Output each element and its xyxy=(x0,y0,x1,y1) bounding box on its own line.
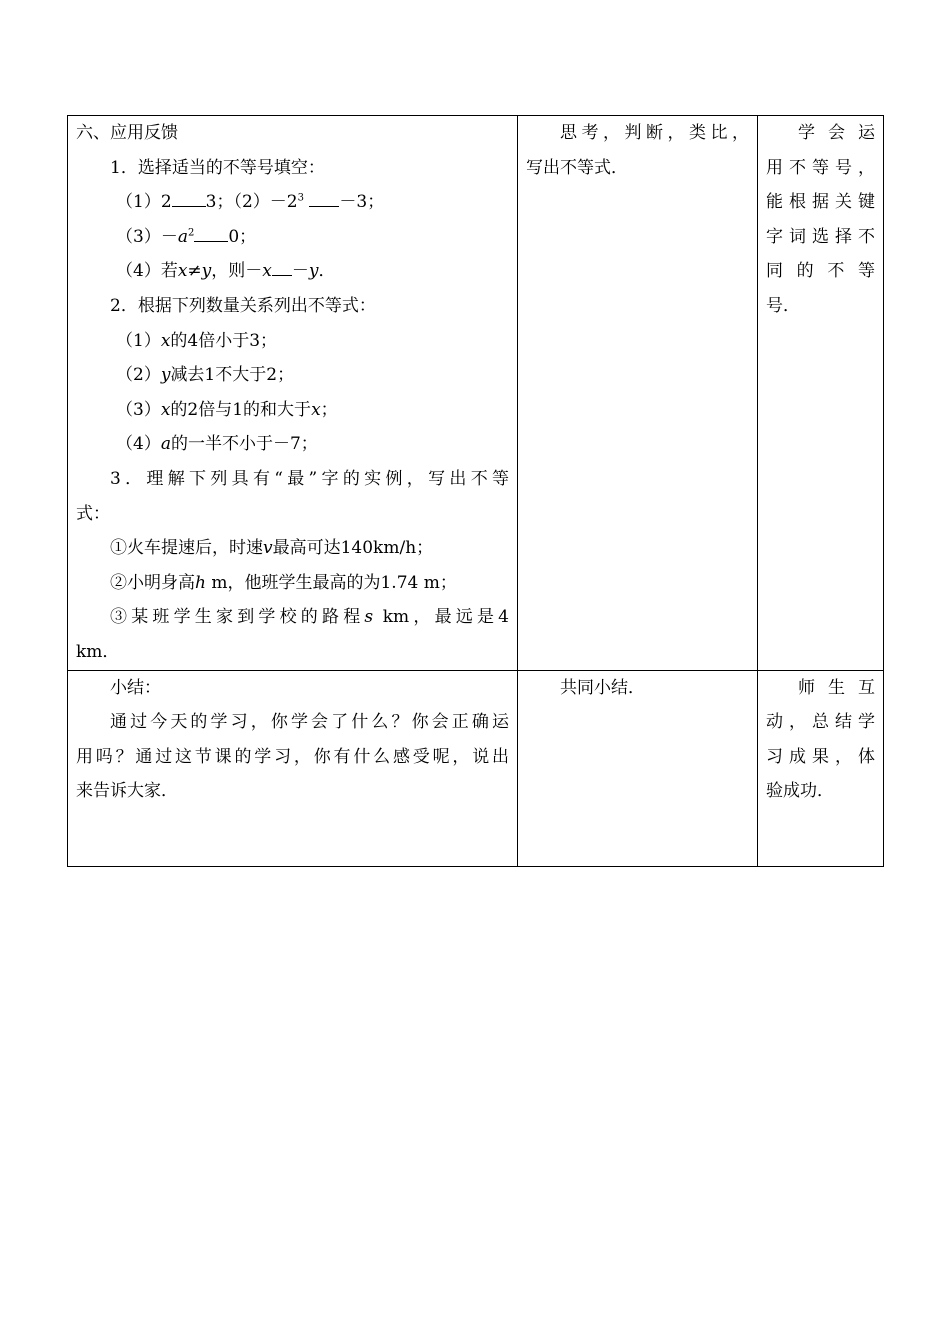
design-intent-line: 学会运 xyxy=(798,123,875,143)
design-intent-line: 用不等号， xyxy=(766,157,875,178)
summary-design-intent-line: 验成功． xyxy=(766,781,834,802)
question-1-item-1-2: （1）2 3；$(2)-2^3 -3$； xyxy=(76,185,509,220)
lesson-table xyxy=(67,115,884,867)
answer-blank xyxy=(309,186,339,207)
application-feedback-row xyxy=(68,116,884,671)
answer-blank xyxy=(172,186,206,207)
summary-row xyxy=(68,670,884,866)
summary-student-activity: 共同小结． xyxy=(560,677,645,698)
question-3-heading-line-1: 3．理解下列具有“最”字的实例，写出不等 xyxy=(110,468,509,489)
summary-design-intent-cell xyxy=(758,670,884,866)
question-2-item: （1）x的4倍小于3； xyxy=(116,330,278,351)
question-2-item: （2）y减去1不大于2； xyxy=(116,365,295,386)
summary-title: 小结： xyxy=(110,677,161,698)
section-title: 六、应用反馈 xyxy=(76,123,178,143)
question-3-example-2: ②小明身高h m，他班学生最高的为1.74 m； xyxy=(110,572,457,593)
summary-design-intent-line: 习成果，体 xyxy=(766,746,875,767)
design-intent-cell xyxy=(758,116,884,671)
answer-blank xyxy=(194,221,228,242)
question-3-example-3-continued: km． xyxy=(76,641,120,662)
summary-text-line: 通过今天的学习，你学会了什么？你会正确运 xyxy=(110,712,509,733)
question-1-item-3: $(3)-a^2$ 0； xyxy=(76,220,509,255)
summary-design-intent-line: 动，总结学 xyxy=(766,712,875,733)
summary-design-intent-line: 师生互 xyxy=(798,677,875,698)
student-activity-line: 写出不等式． xyxy=(526,157,628,178)
design-intent-line: 能根据关键 xyxy=(766,192,875,213)
question-3-example-3: ③某班学生家到学校的路程s km，最远是4 xyxy=(110,607,509,628)
design-intent-line: 字词选择不 xyxy=(766,226,875,247)
question-2-item: （3）x的2倍与1的和大于x； xyxy=(116,399,338,420)
question-1-heading: 1．选择适当的不等号填空： xyxy=(110,157,325,178)
teaching-content-cell xyxy=(68,116,518,671)
question-3-heading-line-2: 式： xyxy=(76,503,110,524)
summary-student-activity-cell xyxy=(518,670,758,866)
question-2-item: （4）a的一半不小于－7； xyxy=(116,434,318,455)
summary-content-cell xyxy=(68,670,518,866)
design-intent-line: 号． xyxy=(766,295,800,316)
question-2-heading: 2．根据下列数量关系列出不等式： xyxy=(110,295,376,316)
design-intent-line: 同的不等 xyxy=(766,261,875,282)
student-activity-cell xyxy=(518,116,758,671)
question-1-item-4: （4）若x≠y，则－x －y． xyxy=(76,254,509,289)
summary-text-line: 用吗？通过这节课的学习，你有什么感受呢，说出 xyxy=(76,746,509,767)
summary-text-line: 来告诉大家． xyxy=(76,781,178,802)
student-activity-line: 思考，判断，类比， xyxy=(560,123,749,143)
question-3-example-1: ①火车提速后，时速v最高可达140km/h； xyxy=(110,538,434,559)
answer-blank xyxy=(272,255,292,276)
